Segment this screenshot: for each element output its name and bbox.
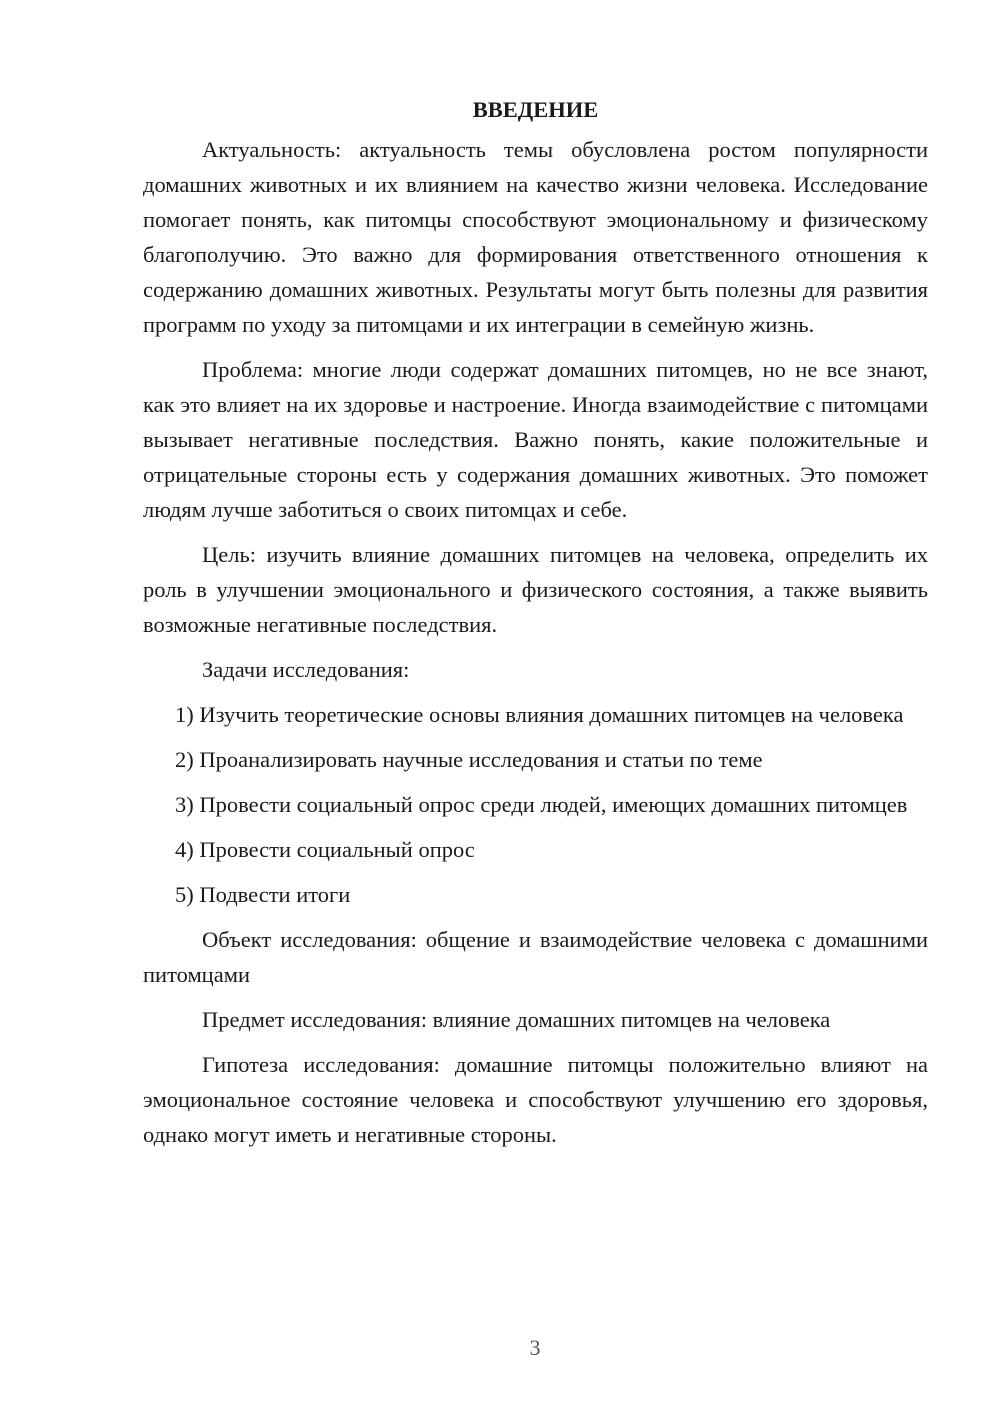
section-title: ВВЕДЕНИЕ bbox=[472, 97, 599, 122]
hypothesis-paragraph: Гипотеза исследования: домашние питомцы положительно влияют на эмоциональное состояние человека и способствуют улучшению его здоровья, однако могут иметь и негативные стороны. bbox=[143, 1052, 928, 1147]
goal-paragraph: Цель: изучить влияние домашних питомцев на человека, определить их роль в улучшении эмоционального и физического состояния, а также выявить возможные негативные последствия. bbox=[143, 542, 928, 637]
object-paragraph: Объект исследования: общение и взаимодействие человека с домашними питомцами bbox=[143, 927, 928, 987]
task-item-4: 4) Провести социальный опрос bbox=[175, 837, 475, 862]
page-number: 3 bbox=[529, 1335, 541, 1360]
problem-paragraph: Проблема: многие люди содержат домашних питомцев, но не все знают, как это влияет на их здоровье и настроение. Иногда взаимодействие с питомцами вызывает негативные последствия. Важно понять, какие положительные и отрицательные стороны есть у содержания домашних животных. Это поможет людям лучше заботиться о своих питомцах и себе. bbox=[143, 357, 928, 522]
task-item-1: 1) Изучить теоретические основы влияния домашних питомцев на человека bbox=[175, 702, 904, 727]
task-item-2: 2) Проанализировать научные исследования и статьи по теме bbox=[175, 747, 763, 772]
relevance-paragraph: Актуальность: актуальность темы обусловлена ростом популярности домашних животных и их влиянием на качество жизни человека. Исследование помогает понять, как питомцы способствуют эмоциональному и физическому благополучию. Это важно для формирования ответственного отношения к содержанию домашних животных. Результаты могут быть полезны для развития программ по уходу за питомцами и их интеграции в семейную жизнь. bbox=[143, 137, 928, 337]
subject-paragraph: Предмет исследования: влияние домашних питомцев на человека bbox=[202, 1007, 831, 1032]
task-item-3: 3) Провести социальный опрос среди людей, имеющих домашних питомцев bbox=[175, 792, 908, 817]
task-item-5: 5) Подвести итоги bbox=[175, 882, 351, 907]
tasks-heading: Задачи исследования: bbox=[202, 657, 410, 682]
document-page bbox=[143, 92, 928, 1152]
